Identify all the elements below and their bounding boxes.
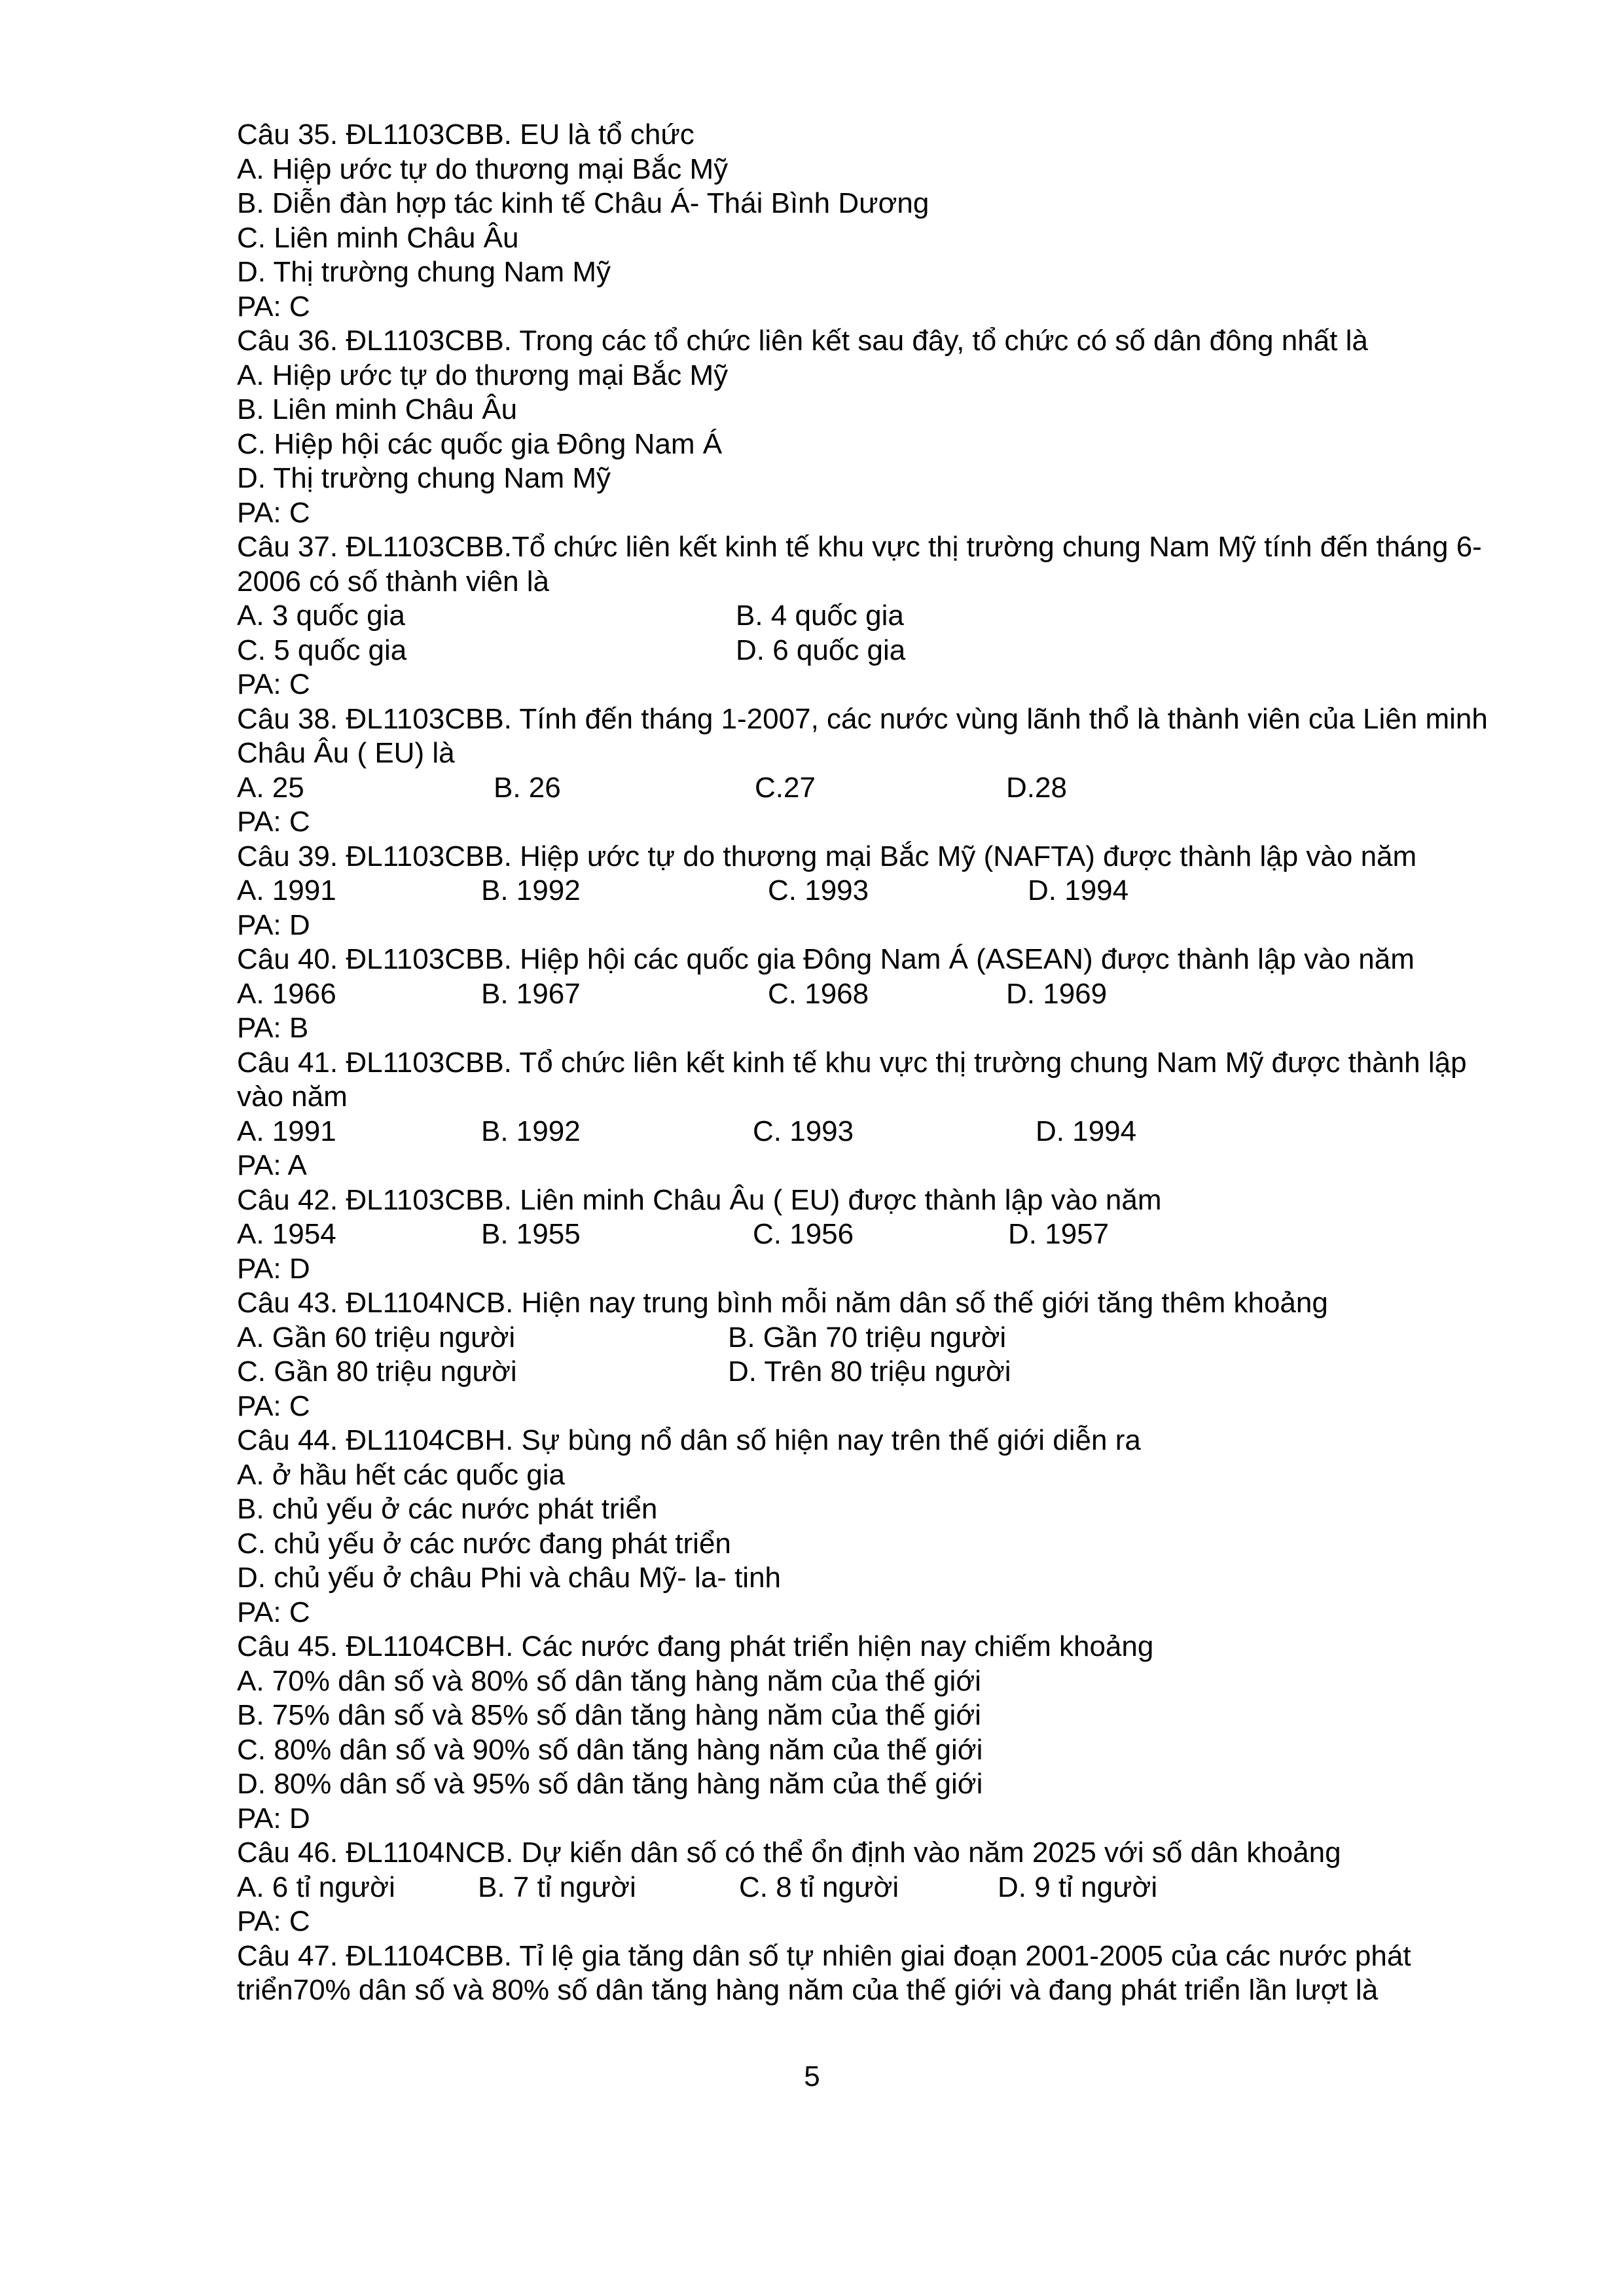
answer-option: C. chủ yếu ở các nước đang phát triển	[237, 1527, 731, 1560]
answer-key: PA: C	[237, 1596, 310, 1628]
question-stem: Câu 41. ĐL1103CBB. Tổ chức liên kết kinh tế khu vực thị trường chung Nam Mỹ được thành lập vào năm	[237, 1046, 1467, 1113]
answer-options-row	[237, 1355, 1513, 1390]
answer-options-row	[237, 599, 1513, 634]
answer-option: D. Thị trường chung Nam Mỹ	[237, 462, 611, 494]
question-stem: Câu 43. ĐL1104NCB. Hiện nay trung bình mỗi năm dân số thế giới tăng thêm khoảng	[237, 1287, 1328, 1319]
answer-option: C. 8 tỉ người	[739, 1871, 899, 1903]
answer-options-row	[237, 634, 1513, 668]
answer-option: B. Gần 70 triệu người	[728, 1321, 1007, 1354]
question-stem: Câu 38. ĐL1103CBB. Tính đến tháng 1-2007, các nước vùng lãnh thổ là thành viên của Liên minh Châu Âu ( EU) là	[237, 702, 1488, 769]
answer-option: A. 6 tỉ người	[237, 1871, 395, 1903]
question-block	[237, 1286, 1513, 1424]
answer-option: B. 75% dân số và 85% số dân tăng hàng năm của thế giới	[237, 1699, 981, 1731]
answer-option: D.28	[1006, 771, 1067, 804]
answer-option: C. 1993	[768, 874, 869, 906]
answer-option: B. 26	[494, 771, 561, 804]
answer-key: PA: D	[237, 1252, 310, 1285]
answer-key: PA: C	[237, 668, 310, 700]
answer-options-row	[237, 1871, 1513, 1905]
answer-options-row	[237, 1115, 1513, 1149]
answer-option: C. Hiệp hội các quốc gia Đông Nam Á	[237, 427, 723, 460]
answer-option: A. ở hầu hết các quốc gia	[237, 1458, 565, 1491]
answer-option: B. 1992	[481, 874, 581, 906]
question-block	[237, 1836, 1513, 1939]
question-block	[237, 324, 1513, 530]
question-block	[237, 118, 1513, 324]
answer-key: PA: B	[237, 1012, 309, 1044]
answer-option: C. Gần 80 triệu người	[237, 1355, 517, 1388]
answer-option: C. Liên minh Châu Âu	[237, 221, 519, 254]
answer-option: B. Liên minh Châu Âu	[237, 393, 518, 425]
answer-option: B. 1992	[481, 1115, 581, 1147]
answer-key: PA: A	[237, 1149, 307, 1181]
answer-options-row	[237, 771, 1513, 806]
answer-option: A. 3 quốc gia	[237, 600, 405, 632]
answer-option: B. chủ yếu ở các nước phát triển	[237, 1493, 658, 1525]
answer-options-row	[237, 1217, 1513, 1252]
question-stem: Câu 45. ĐL1104CBH. Các nước đang phát triển hiện nay chiếm khoảng	[237, 1630, 1154, 1662]
question-block	[237, 942, 1513, 1046]
question-block	[237, 1939, 1513, 2008]
answer-option: C. 1968	[768, 977, 869, 1010]
answer-option: B. 1967	[481, 977, 581, 1010]
answer-option: C. 5 quốc gia	[237, 634, 407, 666]
answer-option: A. 1991	[237, 1115, 336, 1147]
answer-option: D. Trên 80 triệu người	[728, 1355, 1011, 1388]
answer-key: PA: C	[237, 1905, 310, 1937]
answer-option: D. 9 tỉ người	[998, 1871, 1158, 1903]
answer-option: D. 1969	[1006, 977, 1108, 1010]
question-block	[237, 530, 1513, 702]
answer-option: B. 4 quốc gia	[736, 600, 904, 632]
answer-key: PA: D	[237, 908, 310, 941]
answer-option: C. 80% dân số và 90% số dân tăng hàng năm của thế giới	[237, 1733, 983, 1766]
question-stem: Câu 37. ĐL1103CBB.Tổ chức liên kết kinh tế khu vực thị trường chung Nam Mỹ tính đến tháng 6-2006 có số thành viên là	[237, 531, 1482, 598]
answer-option: D. 1994	[1036, 1115, 1137, 1147]
answer-option: A. Gần 60 triệu người	[237, 1321, 516, 1354]
answer-option: C. 1956	[753, 1218, 854, 1250]
question-stem: Câu 42. ĐL1103CBB. Liên minh Châu Âu ( EU) được thành lập vào năm	[237, 1183, 1162, 1216]
answer-options-row	[237, 874, 1513, 908]
answer-key: PA: D	[237, 1802, 310, 1835]
answer-option: B. 1955	[481, 1218, 581, 1250]
question-stem: Câu 36. ĐL1103CBB. Trong các tổ chức liên kết sau đây, tổ chức có số dân đông nhất là	[237, 325, 1368, 357]
answer-key: PA: C	[237, 806, 310, 838]
answer-options-row	[237, 977, 1513, 1012]
question-stem: Câu 47. ĐL1104CBB. Tỉ lệ gia tăng dân số tự nhiên giai đoạn 2001-2005 của các nước phát triển70% dân số và 80% số dân tăng hàng năm của thế giới và đang phát triển lần lượt là	[237, 1939, 1411, 2006]
question-block	[237, 1630, 1513, 1836]
page-number: 5	[804, 2060, 820, 2092]
answer-option: A. 25	[237, 771, 304, 804]
question-stem: Câu 40. ĐL1103CBB. Hiệp hội các quốc gia Đông Nam Á (ASEAN) được thành lập vào năm	[237, 943, 1415, 975]
answer-option: C. 1993	[753, 1115, 854, 1147]
answer-key: PA: C	[237, 496, 310, 529]
answer-option: A. Hiệp ước tự do thương mại Bắc Mỹ	[237, 152, 729, 185]
answer-option: C.27	[755, 771, 816, 804]
question-stem: Câu 39. ĐL1103CBB. Hiệp ước tự do thương mại Bắc Mỹ (NAFTA) được thành lập vào năm	[237, 840, 1417, 872]
question-stem: Câu 44. ĐL1104CBH. Sự bùng nổ dân số hiện nay trên thế giới diễn ra	[237, 1424, 1141, 1456]
question-stem: Câu 35. ĐL1103CBB. EU là tổ chức	[237, 118, 695, 151]
answer-option: D. 80% dân số và 95% số dân tăng hàng năm của thế giới	[237, 1768, 983, 1800]
question-stem: Câu 46. ĐL1104NCB. Dự kiến dân số có thể ổn định vào năm 2025 với số dân khoảng	[237, 1837, 1341, 1869]
answer-option: D. 1957	[1008, 1218, 1110, 1250]
answer-option: A. 1991	[237, 874, 336, 906]
answer-key: PA: C	[237, 290, 310, 323]
question-block	[237, 702, 1513, 840]
answer-option: D. 1994	[1028, 874, 1129, 906]
document-body	[237, 118, 1513, 2008]
answer-option: A. 1966	[237, 977, 336, 1010]
answer-key: PA: C	[237, 1390, 310, 1422]
question-block	[237, 1046, 1513, 1183]
answer-option: D. chủ yếu ở châu Phi và châu Mỹ- la- tinh	[237, 1562, 782, 1594]
question-block	[237, 840, 1513, 943]
answer-option: B. 7 tỉ người	[478, 1871, 636, 1903]
answer-option: D. 6 quốc gia	[736, 634, 906, 666]
answer-option: B. Diễn đàn hợp tác kinh tế Châu Á- Thái Bình Dương	[237, 187, 929, 219]
answer-option: A. Hiệp ước tự do thương mại Bắc Mỹ	[237, 359, 729, 391]
answer-options-row	[237, 1321, 1513, 1355]
answer-option: A. 70% dân số và 80% số dân tăng hàng năm của thế giới	[237, 1664, 981, 1697]
question-block	[237, 1424, 1513, 1630]
answer-option: A. 1954	[237, 1218, 336, 1250]
question-block	[237, 1183, 1513, 1287]
answer-option: D. Thị trường chung Nam Mỹ	[237, 256, 611, 288]
